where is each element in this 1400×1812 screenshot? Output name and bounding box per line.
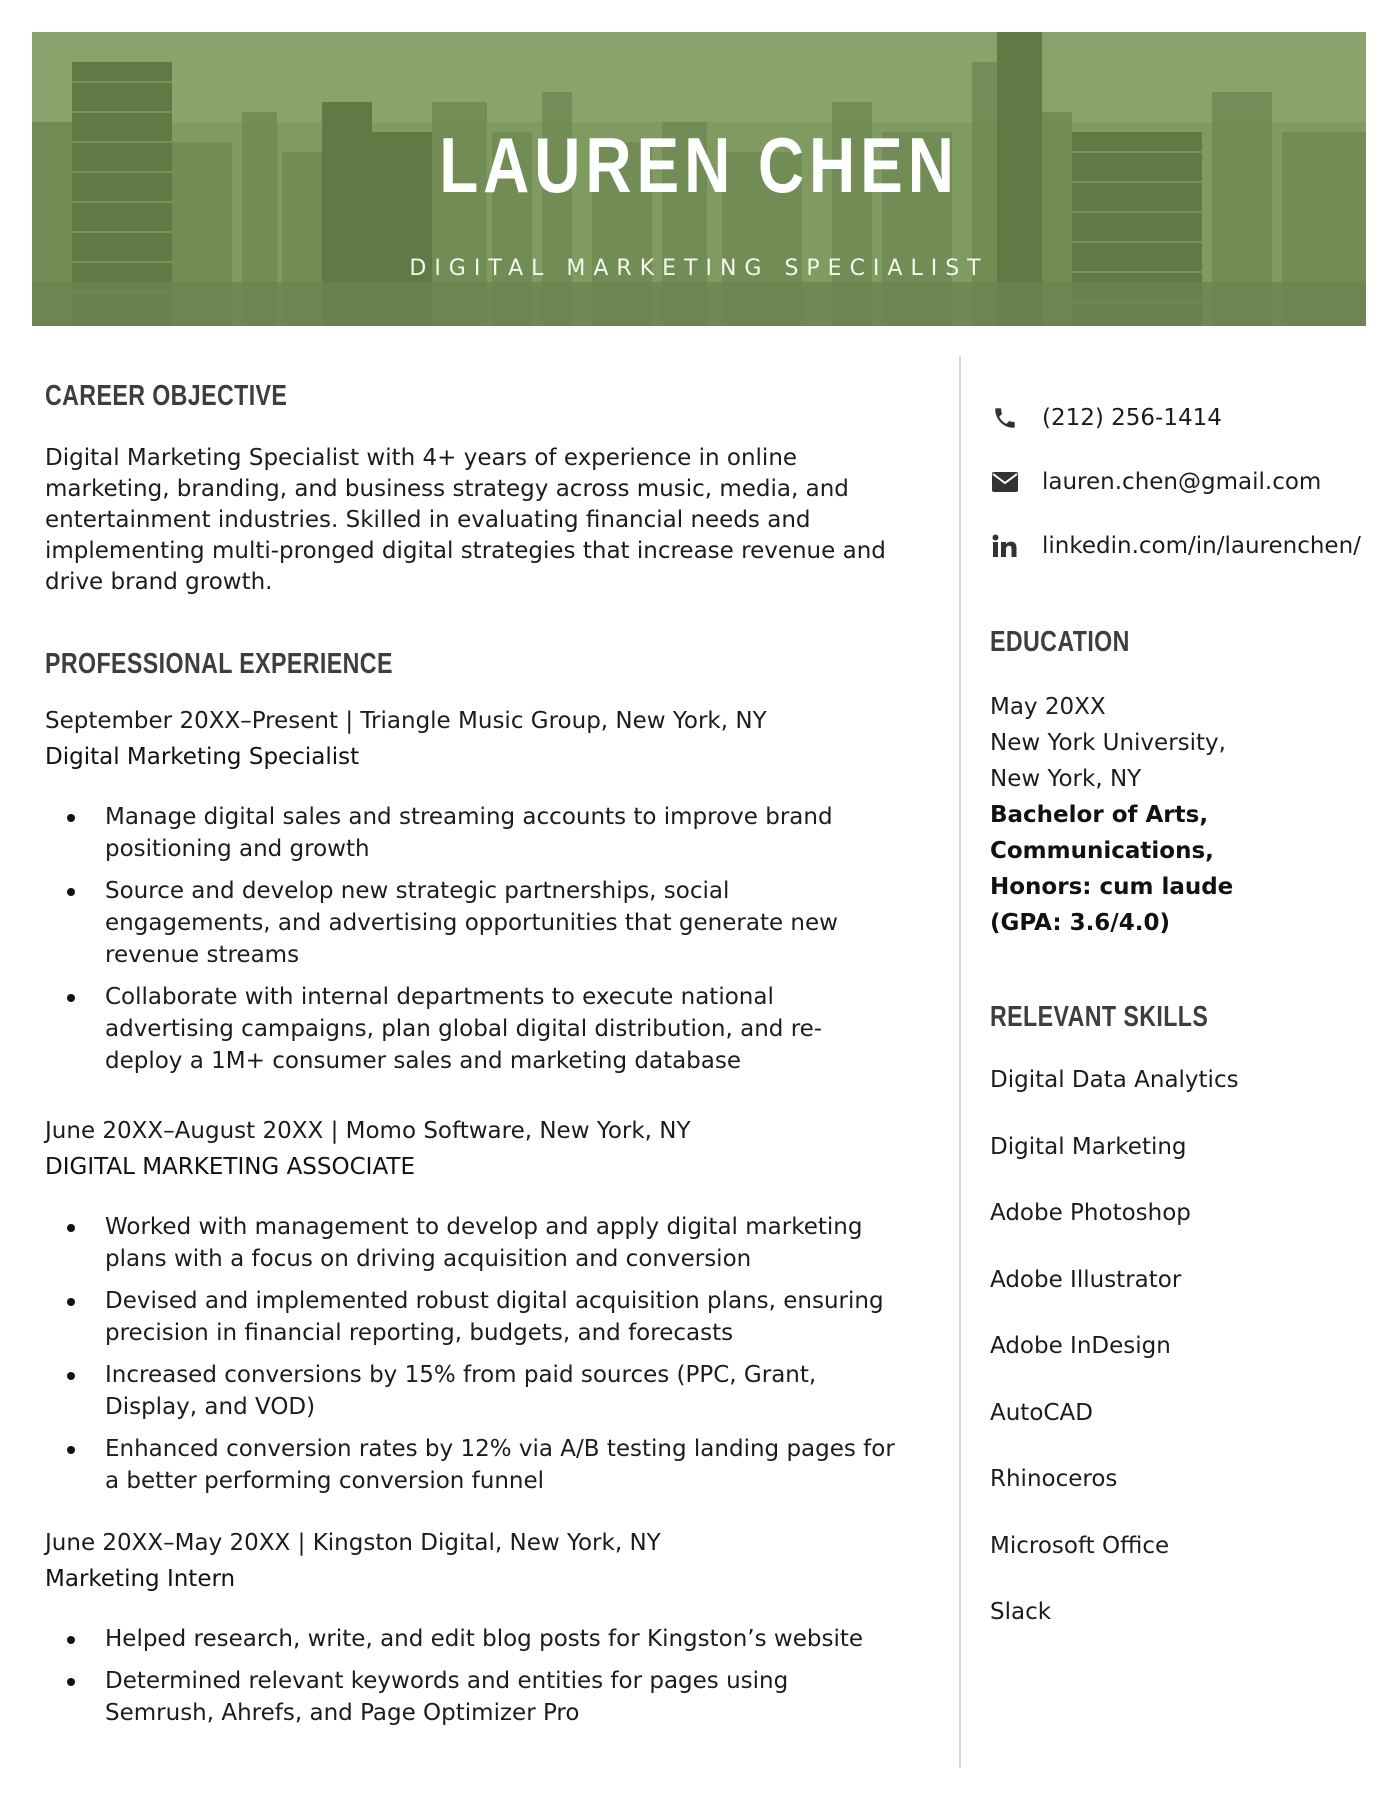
job-entry (45, 1115, 925, 1497)
bullet-item (45, 1285, 895, 1349)
bullet-item (45, 1665, 895, 1729)
education-entry (990, 689, 1370, 941)
bullet-text: Source and develop new strategic partnerships, social engagements, and advertising opportunities that generate new revenue streams (105, 878, 838, 968)
bullet-dot-icon (67, 1636, 75, 1644)
bullet-text: Manage digital sales and streaming accounts to improve brand positioning and growth (105, 804, 833, 862)
relevant-skills-heading: RELEVANT SKILLS (990, 1001, 1209, 1033)
job-meta: June 20XX–May 20XX | Kingston Digital, New York, NY (45, 1530, 661, 1556)
phone-number: (212) 256-1414 (1042, 405, 1222, 431)
bullet-text: Collaborate with internal departments to execute national advertising campaigns, plan global digital distribution, and re-deploy a 1M+ consumer sales and marketing database (105, 984, 823, 1074)
education-school: New York University, (990, 730, 1226, 756)
email-link[interactable]: lauren.chen@gmail.com (1042, 469, 1322, 495)
linkedin-icon (990, 531, 1020, 561)
job-bullets (45, 1623, 925, 1729)
bullet-item (45, 1623, 895, 1655)
job-meta: June 20XX–August 20XX | Momo Software, New York, NY (45, 1118, 691, 1144)
job-role: Digital Marketing Specialist (45, 744, 360, 770)
candidate-title: DIGITAL MARKETING SPECIALIST (409, 256, 989, 281)
skill-item: Adobe Photoshop (990, 1200, 1191, 1226)
job-bullets (45, 1211, 925, 1497)
skill-item: AutoCAD (990, 1399, 1093, 1426)
skill-item: Digital Marketing (990, 1133, 1187, 1160)
education-degree: Bachelor of Arts, (990, 802, 1209, 828)
envelope-icon (990, 467, 1020, 497)
bullet-text: Worked with management to develop and apply digital marketing plans with a focus on driving acquisition and conversion (105, 1214, 863, 1272)
bullet-text: Enhanced conversion rates by 12% via A/B testing landing pages for a better performing conversion funnel (105, 1436, 895, 1494)
candidate-name: LAUREN CHEN (439, 121, 959, 209)
job-role: Marketing Intern (45, 1566, 236, 1592)
bullet-text: Determined relevant keywords and entities for pages using Semrush, Ahrefs, and Page Optimizer Pro (105, 1668, 789, 1726)
skill-item: Adobe Illustrator (990, 1266, 1182, 1293)
education-date: May 20XX (990, 694, 1106, 720)
skill-item: Slack (990, 1599, 1052, 1625)
education-honors: Honors: cum laude (990, 874, 1234, 900)
bullet-item (45, 1359, 895, 1423)
column-divider (959, 356, 961, 1768)
education-location: New York, NY (990, 766, 1142, 792)
sidebar-column (990, 400, 1370, 1663)
education-major: Communications, (990, 838, 1214, 864)
education-gpa: (GPA: 3.6/4.0) (990, 910, 1170, 936)
job-meta: September 20XX–Present | Triangle Music Group, New York, NY (45, 708, 767, 734)
bullet-dot-icon (67, 1678, 75, 1686)
skill-item: Adobe InDesign (990, 1333, 1171, 1359)
bullet-item (45, 1211, 895, 1275)
bullet-text: Helped research, write, and edit blog posts for Kingston’s website (105, 1626, 864, 1652)
phone-icon (990, 403, 1020, 433)
skill-item: Microsoft Office (990, 1532, 1170, 1559)
bullet-dot-icon (67, 814, 75, 822)
education-heading: EDUCATION (990, 626, 1130, 658)
bullet-text: Devised and implemented robust digital acquisition plans, ensuring precision in financial reporting, budgets, and forecasts (105, 1288, 884, 1346)
bullet-text: Increased conversions by 15% from paid sources (PPC, Grant, Display, and VOD) (105, 1362, 817, 1420)
job-bullets (45, 801, 925, 1077)
bullet-item (45, 801, 895, 865)
main-column (45, 380, 925, 1739)
career-objective-heading: CAREER OBJECTIVE (45, 380, 288, 412)
bullet-item (45, 875, 895, 971)
contact-phone (990, 400, 1370, 436)
skill-item: Digital Data Analytics (990, 1067, 1239, 1093)
job-entry (45, 1527, 925, 1729)
contact-email (990, 464, 1370, 500)
skills-list (990, 1064, 1370, 1663)
bullet-dot-icon (67, 1298, 75, 1306)
career-objective-text: Digital Marketing Specialist with 4+ years of experience in online marketing, branding, and business strategy across music, media, and entertainment industries. Skilled in evaluating financial needs and implementing multi-pronged digital strategies that increase revenue and drive brand growth. (45, 445, 886, 595)
bullet-dot-icon (67, 1372, 75, 1380)
bullet-dot-icon (67, 1224, 75, 1232)
skill-item: Rhinoceros (990, 1466, 1118, 1492)
professional-experience-heading: PROFESSIONAL EXPERIENCE (45, 648, 393, 680)
linkedin-link[interactable]: linkedin.com/in/laurenchen/ (1042, 533, 1361, 559)
job-entry (45, 705, 925, 1077)
bullet-dot-icon (67, 1446, 75, 1454)
contact-linkedin (990, 528, 1370, 564)
bullet-item (45, 981, 895, 1077)
job-role: DIGITAL MARKETING ASSOCIATE (45, 1154, 415, 1180)
header-banner (32, 32, 1366, 326)
bullet-dot-icon (67, 888, 75, 896)
bullet-dot-icon (67, 994, 75, 1002)
bullet-item (45, 1433, 895, 1497)
